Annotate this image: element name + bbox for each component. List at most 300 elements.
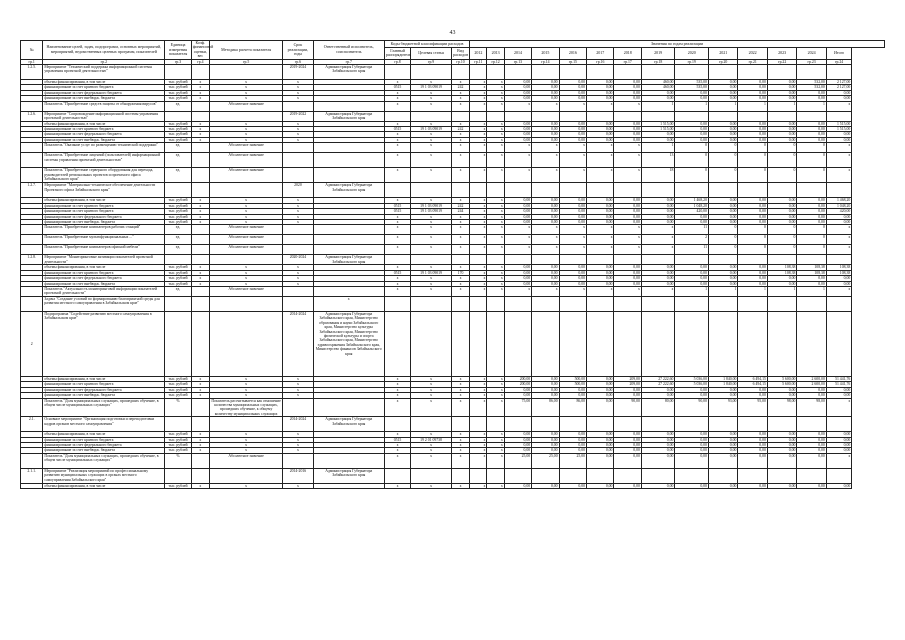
row-code-article: 19 1 03 09019 — [411, 209, 452, 214]
row-year-value: х — [470, 203, 487, 208]
empty-cell — [559, 311, 586, 376]
row-number — [21, 168, 43, 183]
row-year-value: 0,00 — [767, 393, 796, 398]
row-year-value: 0,00 — [738, 483, 767, 488]
row-year-value: 1 — [797, 101, 826, 111]
row-code-type: х — [451, 448, 469, 453]
row-code-article: х — [411, 153, 452, 168]
row-term: х — [283, 137, 313, 142]
row-coef: х — [191, 96, 209, 101]
row-year-value: х — [470, 198, 487, 203]
row-year-value: 0,00 — [614, 432, 641, 437]
row-year-value — [614, 111, 641, 121]
row-year-value: 0 — [738, 225, 767, 235]
row-name: финансирование за счет федерального бюджета — [43, 443, 165, 448]
row-year-value: 0,00 — [738, 85, 767, 90]
row-term: х — [283, 387, 313, 392]
row-coef: х — [191, 376, 209, 381]
header-unit: Единица измерения показателя — [165, 41, 191, 60]
row-method: х — [210, 443, 283, 448]
row-year-value: 0,00 — [641, 448, 675, 453]
row-year-value — [559, 255, 586, 265]
table-row — [21, 245, 885, 255]
row-code-type: х — [451, 453, 469, 468]
row-method: х — [210, 276, 283, 281]
row-year-value: х — [587, 286, 614, 296]
row-year-value: 0,00 — [738, 203, 767, 208]
row-name: Показатель "Оказание услуг по размещению технической поддержки" — [43, 143, 165, 153]
row-year-value — [504, 111, 531, 121]
row-name: объемы финансирования, в том числе — [43, 376, 165, 381]
row-year-value: 0,00 — [587, 203, 614, 208]
row-term: 2014-2024 — [283, 311, 313, 376]
row-responsible — [313, 245, 384, 255]
row-year-value: 0 — [738, 153, 767, 168]
row-year-value: 0,00 — [504, 270, 531, 275]
row-code-grbs: х — [384, 245, 410, 255]
row-year-value — [532, 255, 559, 265]
row-year-value: 0,00 — [532, 393, 559, 398]
row-year-value: 0,00 — [587, 376, 614, 381]
row-coef: х — [191, 209, 209, 214]
row-unit: тыс. рублей — [165, 443, 191, 448]
row-year-value — [738, 111, 767, 121]
row-year-value: х — [470, 443, 487, 448]
row-year-value: х — [487, 235, 504, 245]
row-number — [21, 483, 43, 488]
row-year-value: 0 — [767, 168, 796, 183]
row-code-grbs: х — [384, 214, 410, 219]
row-year-value: 0,00 — [675, 453, 709, 468]
row-year-value: х — [504, 168, 531, 183]
row-year-value — [487, 183, 504, 198]
row-year-value: х — [614, 225, 641, 235]
row-year-value: х — [470, 101, 487, 111]
row-year-value: 18 — [641, 168, 675, 183]
row-method: х — [210, 198, 283, 203]
row-year-value: 0,00 — [797, 437, 826, 442]
row-year-value — [614, 183, 641, 198]
row-total: 2 127,00 — [826, 80, 851, 85]
header-year: 2019 — [641, 47, 675, 59]
row-term: х — [283, 448, 313, 453]
row-year-value: х — [641, 235, 675, 245]
row-year-value: 0,00 — [738, 80, 767, 85]
row-year-value: 0,00 — [797, 127, 826, 132]
row-coef: х — [191, 281, 209, 286]
row-term — [283, 286, 313, 296]
row-year-value: 0,00 — [738, 132, 767, 137]
row-year-value: 1 — [708, 101, 737, 111]
row-code-grbs: х — [384, 225, 410, 235]
row-name: Задача "Создание условий по формированию благоприятной среды для развития местного самоуправления в Забайкальском крае" — [43, 296, 165, 311]
row-year-value: 0,00 — [708, 276, 737, 281]
row-total: х — [826, 286, 851, 296]
row-year-value — [797, 468, 826, 483]
row-term: х — [283, 483, 313, 488]
row-year-value: 0,00 — [587, 198, 614, 203]
row-year-value — [767, 468, 796, 483]
row-code-type — [451, 417, 469, 432]
row-unit: тыс. рублей — [165, 96, 191, 101]
header-name: Наименование целей, задач, подпрограмм, основных мероприятий, мероприятий, ведомственных целевых программ, показателей — [43, 41, 165, 60]
row-total: х — [826, 453, 851, 468]
row-total: 0,00 — [826, 387, 851, 392]
table-row — [21, 143, 885, 153]
row-year-value — [708, 255, 737, 265]
row-year-value: 0,00 — [614, 132, 641, 137]
row-year-value: 0,00 — [738, 443, 767, 448]
row-year-value: 0,00 — [504, 137, 531, 142]
row-name: финансирование за счет федерального бюджета — [43, 132, 165, 137]
row-number — [21, 101, 43, 111]
row-coef — [191, 296, 209, 311]
row-year-value: 0,00 — [504, 219, 531, 224]
row-year-value: 0,00 — [641, 209, 675, 214]
row-year-value: 0,00 — [641, 281, 675, 286]
row-year-value: х — [470, 121, 487, 126]
row-year-value: х — [487, 398, 504, 417]
row-year-value: х — [559, 225, 586, 235]
row-year-value: 98,00 — [767, 398, 796, 417]
row-method: Абсолютное значение — [210, 143, 283, 153]
row-year-value: 0,00 — [614, 393, 641, 398]
row-year-value — [708, 468, 737, 483]
row-unit: ед. — [165, 245, 191, 255]
row-year-value: х — [470, 143, 487, 153]
row-method: Показатель рассчитывается как отношение количества муниципальных служащих, прошедших обучение, к общему количеству муниципальных служащих — [211, 398, 281, 416]
row-coef: х — [191, 90, 209, 95]
row-year-value: 0,00 — [797, 96, 826, 101]
row-coef: х — [191, 265, 209, 270]
row-coef: х — [191, 121, 209, 126]
row-year-value: х — [532, 286, 559, 296]
row-term: х — [283, 443, 313, 448]
row-year-value: 0,00 — [738, 281, 767, 286]
row-year-value: 0,00 — [738, 453, 767, 468]
row-year-value: х — [487, 483, 504, 488]
header-year: 2022 — [738, 47, 767, 59]
row-code-type: х — [451, 483, 469, 488]
row-year-value: 0 — [738, 143, 767, 153]
row-code-type: х — [451, 387, 469, 392]
row-year-value: 0,00 — [675, 270, 709, 275]
row-year-value: х — [487, 393, 504, 398]
row-unit: тыс. рублей — [165, 198, 191, 203]
row-code-type: х — [451, 143, 469, 153]
row-code-type: х — [451, 96, 469, 101]
table-row — [21, 101, 885, 111]
row-method — [210, 65, 283, 80]
row-code-grbs — [384, 296, 410, 311]
row-name: Мероприятие "Реализация мероприятий по профессиональному развитию муниципальных служащих в органах местного самоуправления Забайкальского края" — [43, 468, 165, 483]
row-code-type: х — [451, 214, 469, 219]
row-total: х — [826, 225, 851, 235]
row-name: Показатель "Доля муниципальных служащих, прошедших обучение, в общем числе муниципальных служащих" — [43, 398, 165, 417]
row-year-value: 0,00 — [532, 132, 559, 137]
row-year-value: х — [614, 143, 641, 153]
row-code-grbs: 0515 — [384, 203, 410, 208]
row-total: х — [826, 168, 851, 183]
row-name: объемы финансирования, в том числе — [43, 198, 165, 203]
row-year-value: 13 — [641, 153, 675, 168]
row-year-value: х — [641, 225, 675, 235]
row-year-value: 0,00 — [797, 281, 826, 286]
row-year-value — [532, 183, 559, 198]
row-name: финансирование за счет краевого бюджета — [43, 85, 165, 90]
row-code-type: х — [451, 286, 469, 296]
row-responsible — [313, 286, 384, 296]
row-year-value: 0,00 — [738, 127, 767, 132]
row-year-value: 0 — [738, 245, 767, 255]
row-year-value — [587, 255, 614, 265]
row-year-value: 0,00 — [797, 198, 826, 203]
row-code-article: х — [411, 132, 452, 137]
row-code-type — [451, 111, 469, 121]
row-year-value: 0,00 — [767, 448, 796, 453]
row-code-grbs: 0515 — [384, 270, 410, 275]
row-year-value: 1 — [708, 286, 737, 296]
row-year-value: 0,00 — [767, 127, 796, 132]
row-term: х — [283, 432, 313, 437]
row-year-value: 0,00 — [559, 448, 586, 453]
row-unit: ед. — [165, 101, 191, 111]
financing-table-sheet — [20, 40, 885, 489]
row-year-value: х — [587, 225, 614, 235]
row-year-value: 0 — [738, 168, 767, 183]
row-year-value: 0,00 — [708, 127, 737, 132]
row-year-value: 108,38 — [797, 265, 826, 270]
row-year-value: 0,00 — [559, 121, 586, 126]
row-unit: тыс. рублей — [165, 437, 191, 442]
row-year-value: х — [487, 85, 504, 90]
row-year-value — [532, 468, 559, 483]
row-method: х — [210, 437, 283, 442]
row-year-value: 11 — [675, 225, 709, 235]
row-unit — [165, 296, 191, 311]
row-year-value: 0,00 — [559, 432, 586, 437]
row-coef — [191, 417, 209, 432]
header-year: 2013 — [487, 47, 504, 59]
row-number — [21, 225, 43, 235]
row-code-grbs: х — [384, 132, 410, 137]
row-name: финансирование за счет внебюдж. бюджета — [43, 393, 165, 398]
row-total: 0,00 — [826, 132, 851, 137]
financing-table — [20, 40, 885, 489]
row-year-value: 0,00 — [767, 137, 796, 142]
header-method: Методика расчета показателя — [210, 41, 283, 60]
row-code-article: х — [411, 398, 452, 417]
row-code-article: 19 2 01 09738 — [411, 437, 452, 442]
row-year-value: 0,00 — [767, 483, 796, 488]
row-year-value: 5 036,00 — [675, 376, 709, 381]
row-coef — [191, 453, 209, 468]
row-year-value: х — [470, 209, 487, 214]
row-year-value: 0,00 — [797, 219, 826, 224]
column-number: гр.1 — [21, 59, 43, 64]
row-year-value: 0,00 — [708, 387, 737, 392]
row-year-value — [738, 468, 767, 483]
row-year-value — [641, 183, 675, 198]
row-number — [21, 296, 43, 311]
row-year-value: х — [470, 225, 487, 235]
row-year-value — [675, 296, 709, 311]
row-total: 0,00 — [826, 137, 851, 142]
row-number: 2.1. — [21, 417, 43, 432]
row-coef: х — [191, 198, 209, 203]
row-year-value: 0,00 — [532, 80, 559, 85]
row-year-value — [675, 468, 709, 483]
row-year-value: х — [470, 393, 487, 398]
row-code-type: х — [451, 376, 469, 381]
row-year-value — [641, 468, 675, 483]
row-coef: х — [191, 387, 209, 392]
row-year-value: 0,00 — [587, 393, 614, 398]
empty-cell — [797, 311, 826, 376]
row-year-value: 0,00 — [708, 80, 737, 85]
row-year-value: 0,00 — [587, 483, 614, 488]
row-year-value — [767, 296, 796, 311]
row-code-type: х — [451, 219, 469, 224]
row-total: х — [826, 245, 851, 255]
column-number: гр.18 — [641, 59, 675, 64]
row-year-value: х — [470, 214, 487, 219]
row-year-value: х — [487, 101, 504, 111]
row-year-value — [767, 183, 796, 198]
row-year-value: х — [487, 432, 504, 437]
row-year-value: х — [470, 483, 487, 488]
column-number: гр.23 — [797, 59, 826, 64]
row-year-value: 0,00 — [675, 127, 709, 132]
row-unit — [165, 65, 191, 80]
header-num: № — [21, 41, 43, 60]
row-year-value: 0 — [797, 153, 826, 168]
column-number: гр.5 — [210, 59, 283, 64]
row-year-value: 0 — [675, 143, 709, 153]
row-unit: тыс. рублей — [165, 376, 191, 381]
row-unit: % — [165, 453, 191, 468]
row-year-value: 0,00 — [767, 453, 796, 468]
empty-cell — [191, 311, 209, 376]
row-year-value: 0,00 — [504, 443, 531, 448]
row-year-value — [470, 183, 487, 198]
row-total: х — [826, 235, 851, 245]
row-year-value: 1 840,00 — [708, 376, 737, 381]
row-method — [210, 417, 283, 432]
row-year-value — [614, 296, 641, 311]
row-year-value — [532, 111, 559, 121]
row-unit: тыс. рублей — [165, 132, 191, 137]
row-year-value: 0,00 — [559, 90, 586, 95]
row-year-value: 0,00 — [504, 80, 531, 85]
row-year-value: 0,00 — [587, 437, 614, 442]
row-responsible — [313, 235, 384, 245]
row-year-value — [487, 417, 504, 432]
row-year-value: х — [470, 235, 487, 245]
row-code-article: х — [411, 235, 452, 245]
row-year-value: 0,00 — [532, 96, 559, 101]
row-year-value: х — [614, 101, 641, 111]
row-term — [283, 153, 313, 168]
empty-cell — [451, 311, 469, 376]
row-code-grbs: 0515 — [384, 85, 410, 90]
row-year-value — [487, 111, 504, 121]
row-year-value: 0,00 — [587, 85, 614, 90]
row-total: х — [826, 101, 851, 111]
row-year-value: 0,00 — [587, 80, 614, 85]
row-year-value: 0,00 — [708, 437, 737, 442]
row-method: х — [210, 382, 283, 387]
row-total: 0,00 — [826, 483, 851, 488]
row-unit: тыс. рублей — [165, 265, 191, 270]
row-code-article — [411, 296, 452, 311]
header-values: Значения по годам реализации — [470, 41, 885, 48]
empty-cell — [738, 311, 767, 376]
row-year-value: х — [470, 80, 487, 85]
row-total: 0,00 — [826, 443, 851, 448]
row-method — [210, 183, 283, 198]
row-year-value: 0 — [797, 245, 826, 255]
row-year-value: 500,00 — [559, 382, 586, 387]
row-year-value: 0,00 — [559, 393, 586, 398]
row-method: х — [210, 209, 283, 214]
row-method: х — [210, 137, 283, 142]
row-method: х — [210, 203, 283, 208]
row-code-article: х — [411, 96, 452, 101]
row-year-value: 0,00 — [532, 121, 559, 126]
row-code-grbs: х — [384, 235, 410, 245]
row-year-value: 0,00 — [767, 80, 796, 85]
row-year-value: 0,00 — [767, 209, 796, 214]
row-code-type: х — [451, 90, 469, 95]
row-term: х — [283, 219, 313, 224]
row-year-value: х — [487, 80, 504, 85]
row-year-value: 6 494,15 — [738, 376, 767, 381]
row-year-value: 0,00 — [614, 265, 641, 270]
table-row — [21, 183, 885, 198]
row-year-value: х — [587, 143, 614, 153]
row-year-value: 0,00 — [532, 448, 559, 453]
row-unit: ед. — [165, 153, 191, 168]
row-total — [826, 255, 851, 265]
row-year-value: х — [614, 153, 641, 168]
column-number: гр.13 — [504, 59, 531, 64]
row-unit: ед. — [165, 143, 191, 153]
row-term: х — [283, 132, 313, 137]
row-year-value: 0,00 — [641, 137, 675, 142]
row-unit: тыс. рублей — [165, 382, 191, 387]
row-year-value: 1 — [641, 143, 675, 153]
row-year-value: 0 — [708, 143, 737, 153]
row-year-value: 0 — [708, 153, 737, 168]
row-code-grbs — [384, 65, 410, 80]
row-method: х — [210, 219, 283, 224]
row-year-value: 0,00 — [675, 137, 709, 142]
row-method: Абсолютное значение — [210, 101, 283, 111]
row-year-value: х — [470, 85, 487, 90]
row-number — [21, 286, 43, 296]
row-year-value: 420,00 — [675, 209, 709, 214]
row-unit: тыс. рублей — [165, 448, 191, 453]
row-year-value: 0,00 — [614, 483, 641, 488]
row-year-value: 0 — [797, 168, 826, 183]
row-year-value: 0,00 — [532, 437, 559, 442]
row-term: х — [283, 198, 313, 203]
row-code-article: х — [411, 453, 452, 468]
row-year-value: 0,00 — [675, 121, 709, 126]
row-method: Абсолютное значение — [210, 453, 283, 468]
row-year-value: 532,00 — [797, 85, 826, 90]
